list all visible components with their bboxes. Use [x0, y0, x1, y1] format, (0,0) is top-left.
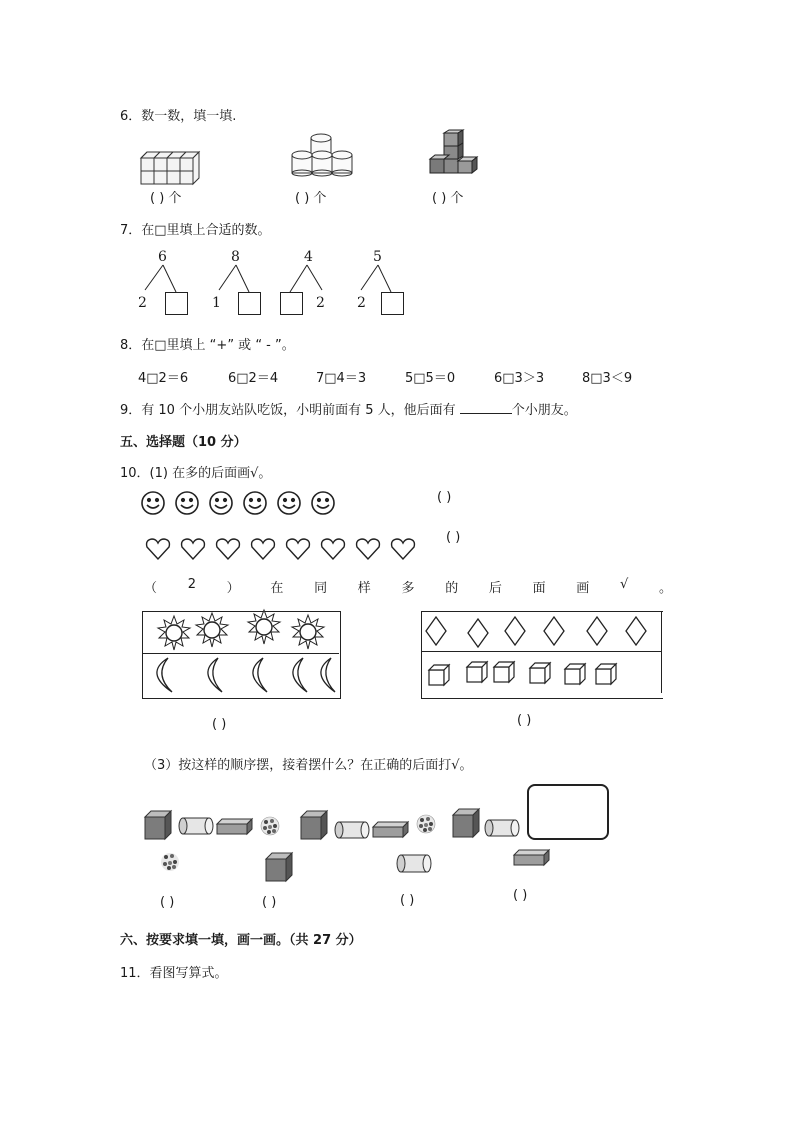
- diamond-cube-divider: [421, 651, 662, 652]
- option-cube-icon: [265, 852, 295, 884]
- diamond-cube-box-right: [661, 611, 662, 693]
- q10-3-paren-1[interactable]: ( ): [160, 895, 175, 910]
- option-cylinder-icon: [396, 853, 436, 875]
- smiley-icon: [244, 492, 266, 514]
- q8-item-5[interactable]: 6□3＞3: [494, 371, 545, 386]
- heart-icon: [322, 539, 345, 559]
- cube-icon: [301, 811, 327, 839]
- q10-2-paren-left[interactable]: ( ): [212, 717, 227, 732]
- tree-1-branches: [140, 265, 190, 295]
- cube-icon: [429, 665, 449, 685]
- diamond-icon: [426, 617, 446, 645]
- sun-icon: [158, 616, 190, 650]
- cylinder-icon: [485, 820, 519, 836]
- tree-4-left: 2: [357, 295, 366, 311]
- q10-part2-title: （ 2 ） 在 同 样 多 的 后 面 画 √ 。: [144, 577, 672, 596]
- cube-icon: [453, 809, 479, 837]
- q9-text-before: 9．有 10 个小朋友站队吃饭，小明前面有 5 人，他后面有: [120, 403, 456, 418]
- option-ball-icon: [160, 852, 182, 874]
- q8-item-2[interactable]: 6□2＝4: [228, 371, 279, 386]
- heart-icon: [287, 539, 310, 559]
- shape-sequence: [143, 805, 533, 843]
- q7-title: 7．在□里填上合适的数。: [120, 223, 271, 238]
- diamond-icon: [505, 617, 525, 645]
- q10-1-paren-hearts[interactable]: ( ): [446, 530, 461, 545]
- q8-item-1[interactable]: 4□2＝6: [138, 371, 189, 386]
- heart-row: [145, 537, 425, 563]
- q8-title: 8．在□里填上 “+” 或 “ - ”。: [120, 338, 295, 353]
- moon-icon: [293, 658, 307, 692]
- q6-answer-3[interactable]: ( ) 个: [432, 191, 464, 206]
- tree-2-left: 1: [212, 295, 221, 311]
- moon-icon: [253, 658, 267, 692]
- q6-title: 6．数一数，填一填.: [120, 109, 237, 124]
- heart-icon: [357, 539, 380, 559]
- cube-stack-icon: [140, 143, 202, 187]
- ball-icon: [417, 815, 435, 833]
- section-5-heading: 五、选择题（10 分）: [120, 435, 247, 450]
- diamond-icon: [626, 617, 646, 645]
- tree-4-right-box[interactable]: [381, 292, 404, 315]
- cube-icon: [145, 811, 171, 839]
- tree-2-right-box[interactable]: [238, 292, 261, 315]
- tree-2-top: 8: [231, 249, 240, 265]
- q10-3-paren-4[interactable]: ( ): [513, 888, 528, 903]
- cube-icon: [494, 662, 514, 682]
- cube-row: [426, 658, 626, 690]
- q9-text-after: 个小朋友。: [511, 403, 577, 418]
- sun-moon-divider: [142, 653, 339, 654]
- diamond-row: [424, 615, 660, 649]
- q10-part3-title: （3）按这样的顺序摆，接着摆什么？在正确的后面打√。: [144, 758, 473, 773]
- tree-4-branches: [356, 265, 406, 295]
- cylinder-icon: [335, 822, 369, 838]
- smiley-icon: [278, 492, 300, 514]
- ball-icon: [261, 817, 279, 835]
- diamond-icon: [587, 617, 607, 645]
- section-6-heading: 六、按要求填一填，画一画。（共 27 分）: [120, 933, 362, 948]
- q11-title: 11．看图写算式。: [120, 966, 228, 981]
- moon-icon: [157, 658, 172, 692]
- sun-row: [150, 612, 335, 652]
- heart-icon: [392, 539, 415, 559]
- q8-item-4[interactable]: 5□5＝0: [405, 371, 456, 386]
- cube-icon: [530, 663, 550, 683]
- tree-1-left: 2: [138, 295, 147, 311]
- option-cuboid-icon: [513, 849, 553, 867]
- moon-icon: [208, 658, 222, 692]
- diamond-icon: [544, 617, 564, 645]
- q6-answer-2[interactable]: ( ) 个: [295, 191, 327, 206]
- heart-icon: [182, 539, 205, 559]
- cuboid-icon: [217, 819, 252, 834]
- smiley-icon: [176, 492, 198, 514]
- answer-box[interactable]: [527, 784, 609, 840]
- smiley-row: [140, 490, 345, 516]
- q9-answer-blank[interactable]: [460, 401, 512, 414]
- smiley-icon: [142, 492, 164, 514]
- diamond-icon: [468, 619, 488, 647]
- tree-2-branches: [214, 265, 264, 295]
- moon-row: [146, 655, 338, 695]
- tree-1-right-box[interactable]: [165, 292, 188, 315]
- cylinder-stack-icon: [290, 133, 356, 179]
- cube-icon: [565, 664, 585, 684]
- q9-line: [120, 399, 577, 418]
- q8-item-3[interactable]: 7□4＝3: [316, 371, 367, 386]
- q6-answer-1[interactable]: ( ) 个: [150, 191, 182, 206]
- smiley-icon: [312, 492, 334, 514]
- q10-2-paren-right[interactable]: ( ): [517, 713, 532, 728]
- cube-icon: [596, 664, 616, 684]
- q8-item-6[interactable]: 8□3＜9: [582, 371, 633, 386]
- q10-title: 10．(1) 在多的后面画√。: [120, 466, 272, 481]
- cube-icon: [467, 662, 487, 682]
- q10-3-paren-3[interactable]: ( ): [400, 893, 415, 908]
- moon-icon: [321, 658, 335, 692]
- heart-icon: [217, 539, 240, 559]
- tree-3-right: 2: [316, 295, 325, 311]
- tree-3-left-box[interactable]: [280, 292, 303, 315]
- tree-3-top: 4: [304, 249, 313, 265]
- cuboid-icon: [373, 822, 408, 837]
- tree-1-top: 6: [158, 249, 167, 265]
- q10-3-paren-2[interactable]: ( ): [262, 895, 277, 910]
- tree-4-top: 5: [373, 249, 382, 265]
- q10-1-paren-smileys[interactable]: ( ): [437, 490, 452, 505]
- cylinder-icon: [179, 818, 213, 834]
- smiley-icon: [210, 492, 232, 514]
- sun-icon: [196, 613, 228, 647]
- heart-icon: [147, 539, 170, 559]
- tree-3-branches: [280, 265, 330, 295]
- dark-cube-stack-icon: [428, 130, 484, 178]
- heart-icon: [252, 539, 275, 559]
- sun-icon: [292, 615, 324, 649]
- sun-icon: [248, 610, 280, 644]
